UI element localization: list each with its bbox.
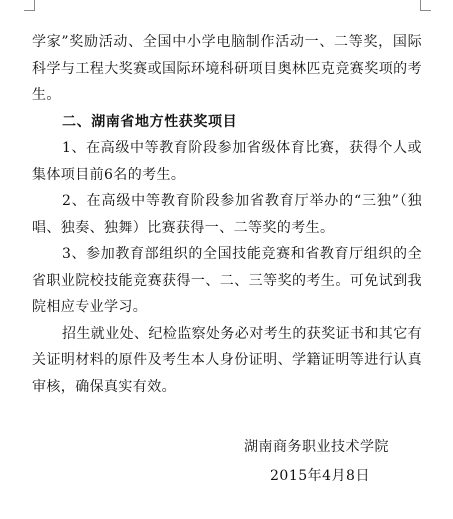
- document-body: [32, 29, 422, 400]
- continuation-paragraph: 学家”奖励活动、全国中小学电脑制作活动一、二等奖，国际科学与工程大奖赛或国际环境科研项目奥林匹克竞赛奖项的考生。: [32, 34, 422, 103]
- top-right-margin-mark: [420, 0, 431, 11]
- award-item-provincial-sports: 1、在高级中等教育阶段参加省级体育比赛，获得个人或集体项目前6名的考生。: [32, 140, 422, 183]
- section-heading: 二、湖南省地方性获奖项目: [62, 113, 238, 130]
- award-item-three-solo-contest: 2、在高级中等教育阶段参加省教育厅举办的“三独”（独唱、独奏、独舞）比赛获得一、二等奖的考生。: [32, 193, 422, 236]
- verification-paragraph: 招生就业处、纪检监察处务必对考生的获奖证书和其它有关证明材料的原件及考生本人身份证明、学籍证明等进行认真审核，确保真实有效。: [32, 325, 422, 395]
- top-left-margin-mark: [24, 0, 35, 11]
- signature-date: 2015年4月8日: [270, 468, 370, 484]
- signature-organization: 湖南商务职业技术学院: [244, 439, 389, 455]
- award-item-skills-competition: 3、参加教育部组织的全国技能竞赛和省教育厅组织的全省职业院校技能竞赛获得一、二、三等奖的考生。可免试到我院相应专业学习。: [32, 246, 422, 315]
